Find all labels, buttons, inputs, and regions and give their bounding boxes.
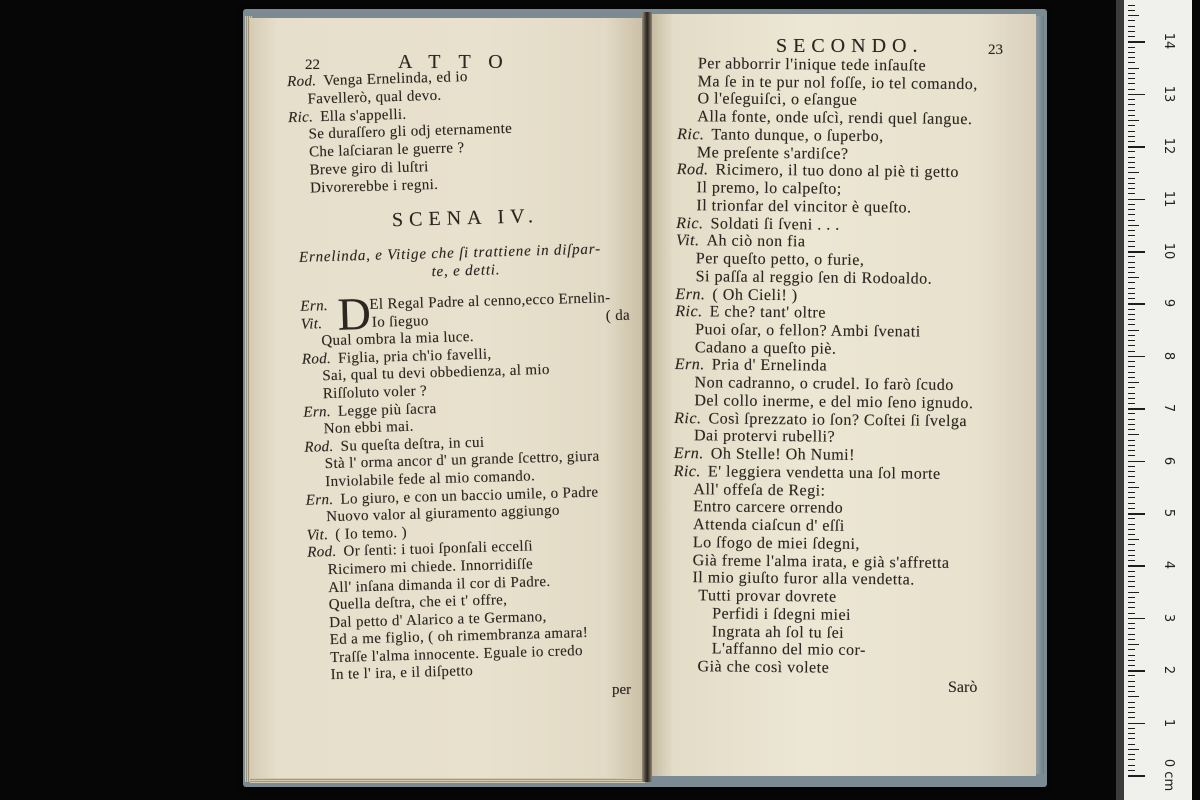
ruler-tick: [1128, 387, 1135, 388]
verse-text: Se duraſſero gli odj eternamente: [308, 121, 513, 143]
aria: [671, 587, 1032, 679]
catchword: per: [612, 682, 632, 698]
verse-text: E' leggiera vendetta una ſol morte: [707, 463, 941, 483]
verse-text: All' inſana dimanda il cor di Padre.: [328, 573, 551, 596]
ruler-tick: [1128, 319, 1135, 320]
ruler-tick: [1128, 623, 1135, 624]
ruler-tick: [1128, 377, 1135, 378]
catchword: Sarò: [948, 679, 978, 696]
verse-text: Tanto dunque, o ſuperbo,: [711, 126, 884, 146]
ruler-tick: [1128, 214, 1135, 215]
speaker-tag: Rod.: [286, 73, 317, 91]
verse-text: Alla fonte, onde uſcì, rendi quel ſangue.: [697, 108, 973, 129]
verse-text: Dal petto d' Alarico a te Germano,: [329, 608, 547, 631]
ruler-tick: [1128, 607, 1135, 608]
scene-heading: SCENA IV.: [391, 205, 540, 232]
ruler-tick: [1128, 482, 1135, 483]
aria-line: [671, 658, 1031, 680]
verse-text: In te l' ira, e il diſpetto: [330, 663, 474, 684]
verse-text: L'affanno del mio cor-: [711, 640, 866, 660]
ruler-tick: [1128, 466, 1135, 467]
speaker-tag: Vit.: [675, 232, 700, 250]
ruler-tick: [1128, 754, 1135, 755]
ruler-tick: [1128, 78, 1135, 79]
recitative: [672, 55, 1036, 591]
ruler-tick: [1128, 146, 1145, 148]
drop-cap: D: [336, 287, 372, 340]
ruler-label: 10: [1161, 242, 1176, 260]
ruler-tick: [1128, 681, 1135, 682]
verse-text: Stà l' orma ancor d' un grande ſcettro, giura: [324, 448, 600, 473]
ruler-tick: [1128, 655, 1135, 656]
ruler-tick: [1128, 335, 1135, 336]
ruler-tick: [1128, 398, 1135, 399]
verse-text: ( Oh Cieli! ): [712, 285, 798, 304]
ruler-tick: [1128, 691, 1135, 692]
right-page-text: [650, 14, 1036, 776]
verse-text: Lo ſfogo de miei ſdegni,: [692, 534, 861, 553]
verse-text: Or ſenti: i tuoi ſponſali eccelſi: [343, 538, 534, 560]
speaker-tag: Ric.: [287, 108, 314, 126]
page-number: 23: [988, 42, 1003, 58]
opening-verses: [287, 64, 645, 199]
ruler-tick: [1128, 534, 1135, 535]
ruler-tick: [1128, 131, 1135, 132]
ruler-tick: [1128, 220, 1135, 221]
ruler-label: 9: [1161, 299, 1176, 308]
speaker-tag: Ric.: [677, 125, 705, 144]
verse-text: Quella deſtra, che ei t' offre,: [328, 592, 508, 614]
ruler-tick: [1128, 36, 1135, 37]
ruler-tick: [1128, 733, 1135, 734]
ruler-tick: [1128, 204, 1135, 205]
verse-text: O l'eſeguiſci, o eſangue: [697, 90, 858, 110]
ruler-tick: [1128, 403, 1135, 404]
ruler-tick: [1128, 717, 1135, 718]
speaker-tag: Ric.: [674, 409, 702, 427]
ruler-tick: [1128, 262, 1135, 263]
speaker-tag: Ern.: [303, 403, 332, 421]
ruler-tick: [1128, 241, 1135, 242]
speaker-tag: Ern.: [305, 491, 334, 509]
ruler-tick: [1128, 110, 1135, 111]
ruler-tick: [1128, 68, 1139, 69]
verse-text: Me preſente s'ardiſce?: [696, 143, 849, 163]
ruler-tick: [1128, 413, 1135, 414]
ruler-tick: [1128, 723, 1145, 725]
ruler-tick: [1128, 550, 1135, 551]
ruler-tick: [1128, 125, 1135, 126]
ruler-tick: [1128, 539, 1139, 540]
ruler-tick: [1128, 120, 1139, 121]
ruler-tick: [1128, 728, 1135, 729]
ruler-tick: [1128, 356, 1145, 358]
verse-text: Lo giuro, e con un baccio umile, o Padre: [340, 484, 599, 508]
ruler-tick: [1128, 267, 1135, 268]
ruler-tick: [1128, 10, 1135, 11]
verse-text: Soldati ſi ſveni . . .: [710, 214, 840, 234]
ruler-tick: [1128, 83, 1135, 84]
verse-text: Per abborrir l'inique tede inſauſte: [697, 55, 927, 75]
ruler-tick: [1128, 303, 1145, 305]
ruler-tick: [1128, 702, 1135, 703]
ruler-tick: [1128, 660, 1135, 661]
ruler-tick: [1128, 151, 1135, 152]
verse-text: Nuovo valor al giuramento aggiungo: [326, 502, 560, 526]
ruler-tick: [1128, 634, 1135, 635]
verse-text: Ah ciò non fia: [706, 232, 806, 251]
speaker-tag: Vit.: [300, 315, 323, 333]
ruler-tick: [1128, 450, 1135, 451]
verse-text: Il trionfar del vincitor è queſto.: [696, 197, 912, 217]
left-page: [250, 18, 645, 778]
ruler-tick: [1128, 99, 1135, 100]
verse-text: Legge più ſacra: [337, 400, 437, 420]
ruler-label: 6: [1161, 456, 1176, 465]
ruler-tick: [1128, 178, 1135, 179]
ruler-tick: [1128, 592, 1139, 593]
speaker-tag: Ern.: [674, 356, 705, 374]
ruler-tick: [1128, 429, 1135, 430]
ruler-label: 3: [1161, 613, 1176, 622]
ruler-tick: [1128, 188, 1135, 189]
ruler-tick: [1128, 41, 1145, 43]
ruler-tick: [1128, 670, 1145, 672]
verse-text: All' offeſa de Regi:: [693, 480, 826, 500]
left-page-text: [250, 18, 645, 778]
ruler-tick: [1128, 372, 1135, 373]
speaker-tag: Ric.: [675, 303, 703, 321]
verse-text: Già freme l'alma irata, e già s'affretta: [692, 551, 950, 572]
ruler-tick: [1128, 73, 1135, 74]
verse-text: Divorerebbe i regni.: [309, 176, 439, 197]
speaker-tag: Rod.: [307, 544, 337, 562]
verse-text: Io ſieguo: [371, 312, 429, 331]
verse-text: Inviolabile fede al mio comando.: [325, 468, 536, 491]
verse-text: Il mio giuſto furor alla vendetta.: [692, 569, 915, 589]
ruler-tick: [1128, 492, 1135, 493]
ruler-tick: [1128, 765, 1135, 766]
ruler-tick: [1128, 759, 1135, 760]
ruler-tick: [1128, 503, 1135, 504]
stage-direction-line: te, e detti.: [431, 262, 501, 281]
verse-text: El Regal Padre al cenno,ecco Ernelin-: [369, 290, 611, 313]
ruler-tick: [1128, 744, 1135, 745]
ruler-tick: [1128, 707, 1135, 708]
ruler-tick: [1128, 686, 1135, 687]
ruler-tick: [1128, 560, 1135, 561]
ruler-tick: [1128, 31, 1135, 32]
ruler-tick: [1128, 775, 1145, 777]
ruler-label: 1: [1161, 718, 1176, 727]
ruler-tick: [1128, 256, 1135, 257]
speaker-tag: Rod.: [301, 350, 332, 368]
ruler-tick: [1128, 345, 1135, 346]
ruler-tick: [1128, 366, 1135, 367]
ruler-tick: [1128, 115, 1135, 116]
ruler-tick: [1128, 408, 1145, 410]
verse-text: Puoi oſar, o fellon? Ambi ſvenati: [695, 321, 921, 341]
speaker-tag: Ern.: [675, 285, 706, 303]
verse-aside: ( da: [605, 307, 631, 324]
verse-text: Traſſe l'alma innocente. Eguale io credo: [329, 642, 584, 666]
ruler-tick: [1128, 529, 1135, 530]
ruler-tick: [1128, 20, 1135, 21]
ruler-tick: [1128, 199, 1145, 201]
ruler-tick: [1128, 183, 1135, 184]
verse-text: Riſſoluto voler ?: [322, 383, 428, 403]
ruler-tick: [1128, 581, 1135, 582]
ruler-label: 8: [1161, 351, 1176, 360]
ruler-tick: [1128, 209, 1135, 210]
ruler-label: 11: [1161, 190, 1176, 207]
speaker-tag: Ric.: [676, 214, 704, 232]
ruler-tick: [1128, 230, 1135, 231]
verse-text: Non cadranno, o crudel. Io farò ſcudo: [694, 374, 954, 395]
speaker-tag: Vit.: [306, 526, 329, 544]
ruler-tick: [1128, 172, 1139, 173]
ruler-tick: [1128, 497, 1135, 498]
verse-text: ( Io temo. ): [335, 524, 408, 543]
verse-text: Così ſprezzato io ſon? Coſtei ſi ſvelga: [708, 410, 968, 430]
ruler-tick: [1128, 419, 1135, 420]
running-head: SECONDO.: [776, 35, 924, 57]
ruler-tick: [1128, 665, 1135, 666]
ruler-label: 14: [1161, 33, 1176, 50]
scene-dialogue: [671, 55, 1036, 679]
ruler-tick: [1128, 639, 1135, 640]
ruler-tick: [1128, 618, 1145, 620]
ruler-tick: [1128, 293, 1135, 294]
verse-text: Ed a me figlio, ( oh rimembranza amara!: [329, 625, 589, 649]
verse-text: Pria d' Ernelinda: [711, 356, 828, 376]
verse-text: Oh Stelle! Oh Numi!: [710, 445, 856, 465]
page-number: 22: [305, 57, 320, 73]
stage-direction: [299, 239, 645, 285]
ruler-tick: [1128, 361, 1135, 362]
ruler-label: 4: [1161, 561, 1176, 570]
ruler-label: 13: [1161, 85, 1176, 103]
verse-text: Qual ombra la mia luce.: [321, 329, 475, 350]
ruler-tick: [1128, 314, 1135, 315]
ruler-tick: [1128, 324, 1135, 325]
ruler-tick: [1128, 141, 1135, 142]
verse-text: Favellerò, qual devo.: [307, 87, 442, 108]
verse-text: Ma ſe in te pur nol foſſe, io tel comando,: [697, 72, 978, 93]
book-gutter: [642, 12, 652, 782]
ruler-tick: [1128, 277, 1139, 278]
ruler-label: 0 cm: [1161, 758, 1176, 792]
ruler-tick: [1128, 330, 1139, 331]
ruler-tick: [1128, 565, 1145, 567]
ruler-tick: [1128, 57, 1135, 58]
ruler-tick: [1128, 225, 1139, 226]
verse-text: Ricimero mi chiede. Innorridiſſe: [327, 556, 534, 579]
verse-text: Ingrata ah ſol tu ſei: [711, 622, 845, 642]
verse-text: Il premo, lo calpeſto;: [696, 179, 842, 198]
ruler-label: 12: [1161, 137, 1176, 155]
ruler-tick: [1128, 47, 1135, 48]
ruler-tick: [1128, 649, 1135, 650]
verse-text: Cadano a queſto piè.: [694, 338, 837, 358]
scene-dialogue: [300, 289, 645, 686]
ruler-tick: [1128, 5, 1135, 6]
ruler-tick: [1128, 309, 1135, 310]
ruler-tick: [1128, 246, 1135, 247]
ruler-tick: [1128, 644, 1139, 645]
ruler-tick: [1128, 518, 1135, 519]
ruler-tick: [1128, 508, 1135, 509]
ruler-tick: [1128, 167, 1135, 168]
speaker-tag: Rod.: [304, 438, 334, 456]
ruler-tick: [1128, 157, 1135, 158]
ruler-tick: [1128, 193, 1135, 194]
ruler-tick: [1128, 445, 1135, 446]
ruler-tick: [1128, 272, 1135, 273]
ruler-tick: [1128, 298, 1135, 299]
ruler-tick: [1128, 288, 1135, 289]
ruler-tick: [1128, 597, 1135, 598]
ruler-tick: [1128, 696, 1139, 697]
ruler-tick: [1128, 461, 1145, 463]
verse-text: Si paſſa al reggio ſen di Rodoaldo.: [695, 268, 933, 288]
verse-text: Per queſto petto, o furie,: [695, 250, 865, 270]
stage-direction-line: Ernelinda, e Vitige che ſi trattiene in diſpar-: [298, 241, 602, 266]
ruler-tick: [1128, 749, 1139, 750]
speaker-tag: Ern.: [300, 298, 329, 315]
verse-text: Che laſciaran le guerre ?: [308, 140, 465, 161]
verse-text: Ella s'appelli.: [320, 106, 407, 125]
ruler-tick: [1128, 770, 1135, 771]
ruler-tick: [1128, 162, 1135, 163]
right-page: [650, 14, 1036, 776]
ruler-tick: [1128, 424, 1135, 425]
ruler-tick: [1128, 15, 1139, 16]
ruler-tick: [1128, 104, 1135, 105]
ruler-tick: [1128, 26, 1135, 27]
ruler-tick: [1128, 576, 1135, 577]
ruler-tick: [1128, 675, 1135, 676]
verse-text: Venga Ernelinda, ed io: [323, 69, 468, 90]
ruler-tick: [1128, 136, 1135, 137]
ruler-tick: [1128, 738, 1135, 739]
verse-text: Entro carcere orrendo: [693, 498, 844, 518]
ruler-tick: [1128, 571, 1135, 572]
ruler-tick: [1128, 251, 1145, 253]
ruler-tick: [1128, 524, 1135, 525]
running-head: ATTO: [398, 51, 521, 73]
verse-text: Dai protervi rubelli?: [693, 427, 836, 447]
ruler-label: 5: [1161, 508, 1176, 518]
ruler-tick: [1128, 282, 1135, 283]
ruler-tick: [1128, 476, 1135, 477]
ruler-tick: [1128, 455, 1135, 456]
ruler: [1124, 0, 1192, 800]
ruler-label: 7: [1161, 404, 1176, 413]
speaker-tag: Ric.: [673, 462, 702, 481]
verse-text: Tutti provar dovrete: [698, 587, 837, 606]
verse-text: Attenda ciaſcun d' eſſi: [692, 516, 845, 535]
verse-text: Sai, qual tu devi obbedienza, al mio: [322, 362, 551, 385]
verse-text: Su queſta deſtra, in cui: [340, 434, 485, 455]
ruler-tick: [1128, 340, 1135, 341]
ruler-tick: [1128, 62, 1135, 63]
verse-text: Breve giro di luſtri: [309, 159, 429, 179]
ruler-tick: [1128, 544, 1135, 545]
ruler-tick: [1128, 513, 1145, 515]
ruler-tick: [1128, 94, 1145, 96]
verse-text: Ricimero, il tuo dono al piè ti getto: [715, 161, 960, 182]
ruler-tick: [1128, 382, 1139, 383]
ruler-tick: [1128, 487, 1139, 488]
ruler-tick: [1128, 613, 1135, 614]
ruler-tick: [1128, 586, 1135, 587]
verse-text: Perfidi i ſdegni miei: [712, 605, 852, 624]
ruler-tick: [1128, 235, 1135, 236]
verse-text: Non ebbi mai.: [323, 418, 414, 438]
ruler-tick: [1128, 393, 1135, 394]
verse-text: E che? tant' oltre: [709, 303, 826, 322]
speaker-tag: Rod.: [676, 161, 709, 179]
ruler-label: 2: [1161, 666, 1176, 675]
ruler-tick: [1128, 440, 1135, 441]
ruler-tick: [1128, 471, 1135, 472]
ruler-tick: [1128, 351, 1135, 352]
ruler-tick: [1128, 89, 1135, 90]
verse-text: Del collo inerme, e del mio ſeno ignudo.: [694, 392, 974, 413]
ruler-tick: [1128, 52, 1135, 53]
ruler-tick: [1128, 712, 1135, 713]
ruler-tick: [1128, 602, 1135, 603]
ruler-tick: [1128, 628, 1135, 629]
speaker-tag: Ern.: [673, 445, 704, 463]
verse-text: Già che così volete: [697, 658, 830, 677]
ruler-tick: [1128, 555, 1135, 556]
verse-text: Figlia, pria ch'io favelli,: [337, 346, 492, 367]
ruler-tick: [1128, 434, 1139, 435]
